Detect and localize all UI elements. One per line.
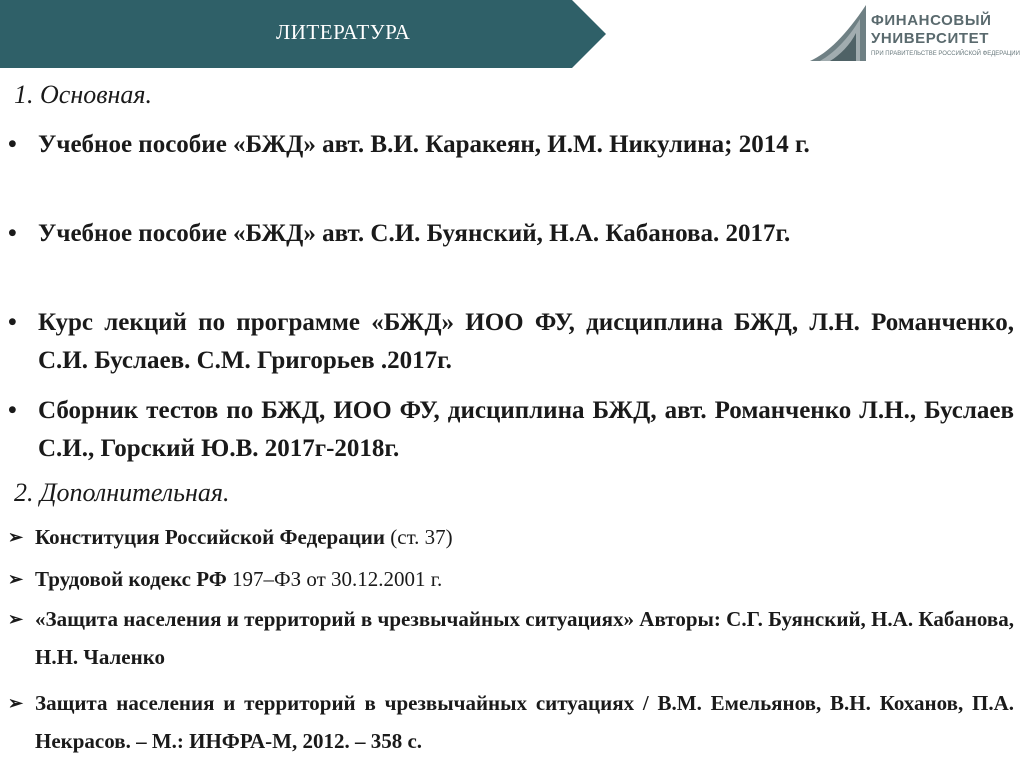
arrow-bullet-icon: ➢ xyxy=(8,693,24,713)
section-heading-text: 2. Дополнительная. xyxy=(14,478,230,507)
logo-text-line2: УНИВЕРСИТЕТ xyxy=(871,30,989,47)
list-item-bold-text: Трудовой кодекс РФ xyxy=(35,567,227,591)
arrow-bullet-icon: ➢ xyxy=(8,569,24,589)
list-item-bold-text: Конституция Российской Федерации xyxy=(35,525,386,549)
list-item xyxy=(8,560,1014,598)
university-emblem-icon xyxy=(808,3,868,63)
logo-text-line1: ФИНАНСОВЫЙ xyxy=(871,12,992,29)
bullet-icon: • xyxy=(8,220,17,247)
list-item xyxy=(8,392,1014,468)
list-item-text xyxy=(35,518,1014,556)
list-item-text xyxy=(35,560,1014,598)
bullet-icon: • xyxy=(8,131,17,158)
list-item xyxy=(8,304,1014,380)
list-item-text: Сборник тестов по БЖД, ИОО ФУ, дисциплина БЖД, авт. Романченко Л.Н., Буслаев С.И., Горский Ю.В. 2017г-2018г. xyxy=(38,397,1014,462)
arrow-bullet-icon: ➢ xyxy=(8,609,24,629)
section-heading-additional xyxy=(14,478,229,508)
arrow-bullet-icon: ➢ xyxy=(8,527,24,547)
list-item-text: Учебное пособие «БЖД» авт. В.И. Каракеян, И.М. Никулина; 2014 г. xyxy=(38,131,810,158)
list-item-text: Курс лекций по программе «БЖД» ИОО ФУ, дисциплина БЖД, Л.Н. Романченко, С.И. Буслаев. С.М. Григорьев .2017г. xyxy=(38,309,1014,374)
list-item-text: Учебное пособие «БЖД» авт. С.И. Буянский, Н.А. Кабанова. 2017г. xyxy=(38,220,791,247)
list-item xyxy=(8,215,1014,253)
list-item xyxy=(8,126,1014,164)
page-title: ЛИТЕРАТУРА xyxy=(276,20,411,44)
logo-text-line3: ПРИ ПРАВИТЕЛЬСТВЕ РОССИЙСКОЙ ФЕДЕРАЦИИ xyxy=(871,51,1020,57)
list-item-text: «Защита населения и территорий в чрезвычайных ситуациях» Авторы: С.Г. Буянский, Н.А. Кабанова, Н.Н. Чаленко xyxy=(35,607,1014,669)
list-item-text: Защита населения и территорий в чрезвычайных ситуациях / В.М. Емельянов, В.Н. Коханов, П.А. Некрасов. – М.: ИНФРА-М, 2012. – 358 с. xyxy=(35,691,1014,753)
list-item xyxy=(8,518,1014,556)
university-logo xyxy=(808,3,1018,63)
bullet-icon: • xyxy=(8,397,17,424)
list-item-normal-text: 197–ФЗ от 30.12.2001 г. xyxy=(226,567,443,591)
list-item xyxy=(8,684,1014,760)
list-item-normal-text: (ст. 37) xyxy=(385,525,453,549)
bullet-icon: • xyxy=(8,309,17,336)
section-heading-main: 1. Основная. xyxy=(14,80,152,109)
list-item xyxy=(8,600,1014,676)
